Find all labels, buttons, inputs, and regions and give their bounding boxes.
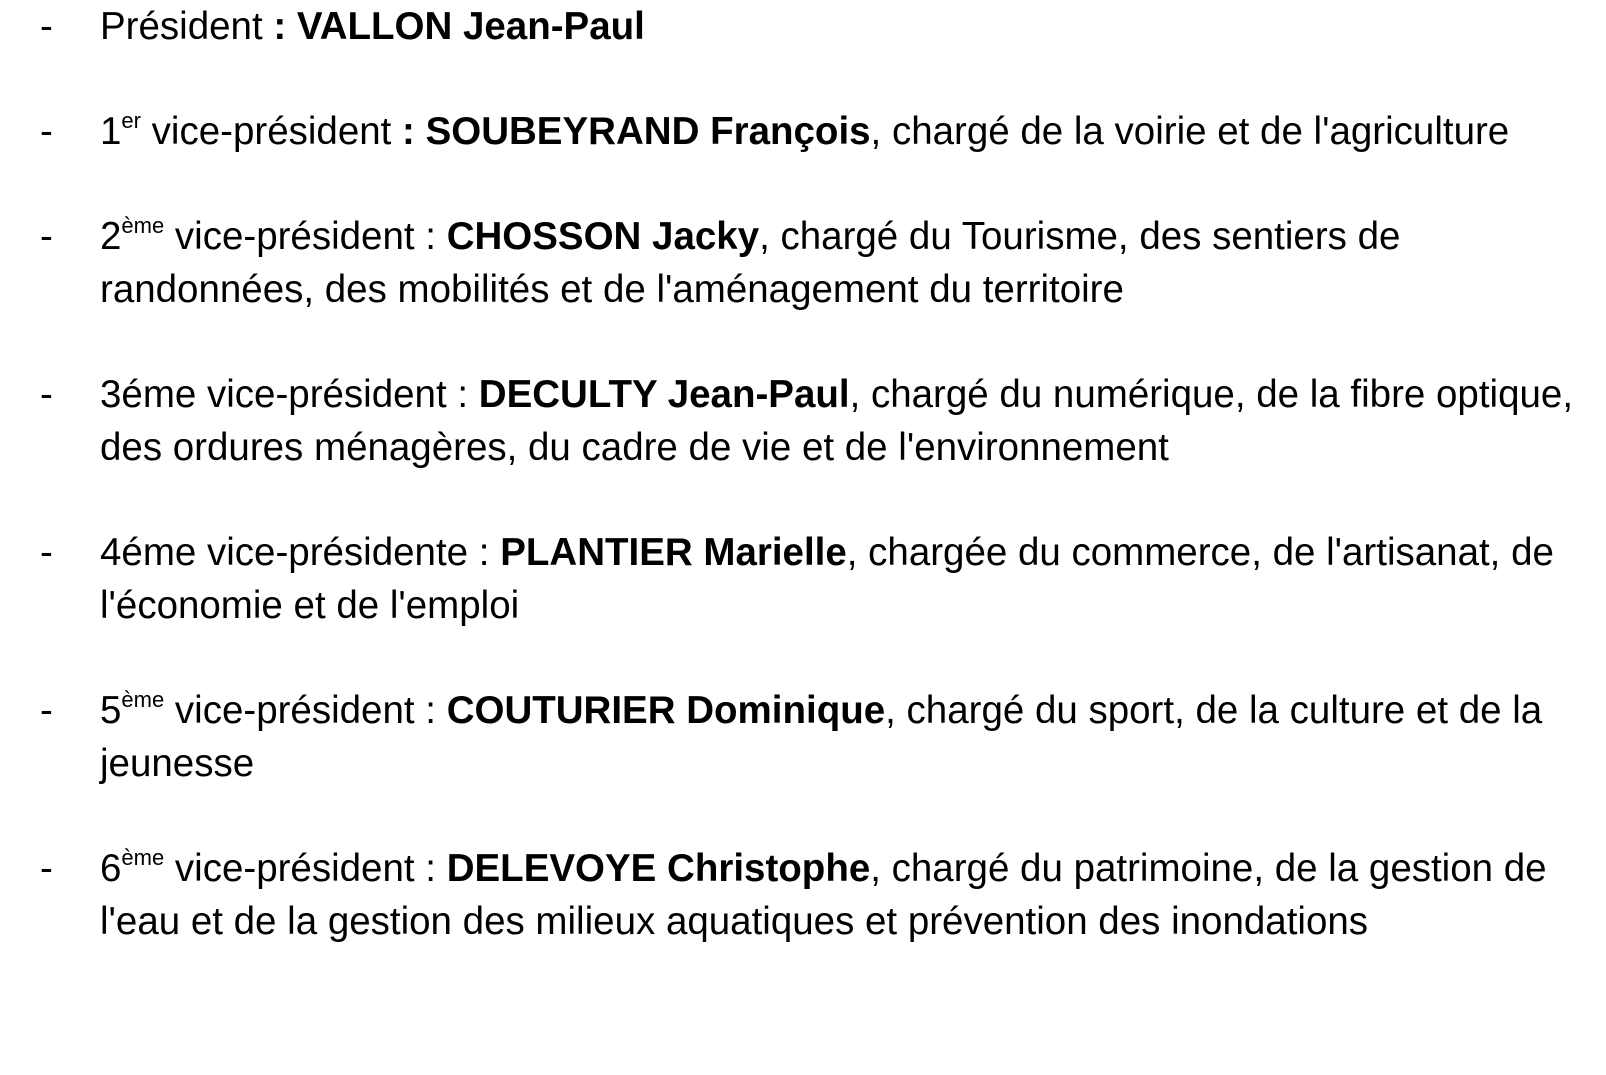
member-rank: 5 bbox=[100, 689, 122, 732]
member-title: vice-président bbox=[164, 215, 415, 258]
member-duties: , chargée du commerce, de l'artisanat, de l'économie et de l'emploi bbox=[100, 531, 1554, 627]
list-dash: - bbox=[40, 689, 53, 732]
member-rank: 4éme vice-présidente bbox=[100, 531, 469, 574]
member-name: DECULTY Jean-Paul bbox=[478, 373, 850, 416]
member-separator: : bbox=[391, 110, 426, 153]
list-item-vp1 bbox=[0, 105, 1606, 158]
member-name: VALLON Jean-Paul bbox=[296, 5, 645, 48]
list-dash: - bbox=[40, 531, 53, 574]
member-title: vice-président bbox=[164, 847, 415, 890]
list-dash: - bbox=[40, 373, 53, 416]
member-rank: 6 bbox=[100, 847, 122, 890]
list-dash: - bbox=[40, 5, 53, 48]
member-separator: : bbox=[414, 689, 447, 732]
member-rank: 1 bbox=[100, 110, 122, 153]
member-name: CHOSSON Jacky bbox=[446, 215, 760, 258]
member-rank: 2 bbox=[100, 215, 122, 258]
rank-ordinal-suffix: er bbox=[121, 108, 141, 134]
member-duties: , chargé du numérique, de la fibre optique, des ordures ménagères, du cadre de vie et de l'environnement bbox=[100, 373, 1574, 469]
list-dash: - bbox=[40, 215, 53, 258]
member-name: PLANTIER Marielle bbox=[500, 531, 847, 574]
member-name: DELEVOYE Christophe bbox=[446, 847, 871, 890]
member-separator: : bbox=[468, 531, 501, 574]
member-name: SOUBEYRAND François bbox=[425, 110, 871, 153]
rank-ordinal-suffix: ème bbox=[121, 213, 165, 239]
member-duties: , chargé du Tourisme, des sentiers de randonnées, des mobilités et de l'aménagement du territoire bbox=[100, 215, 1401, 311]
member-rank: 3éme vice-président bbox=[100, 373, 447, 416]
list-dash: - bbox=[40, 110, 53, 153]
member-duties: , chargé du patrimoine, de la gestion de l'eau et de la gestion des milieux aquatiques et prévention des inondations bbox=[100, 847, 1547, 943]
list-item-president bbox=[0, 0, 1606, 53]
list-item-vp3 bbox=[0, 368, 1606, 474]
member-separator: : bbox=[262, 5, 297, 48]
rank-ordinal-suffix: ème bbox=[121, 845, 165, 871]
member-name: COUTURIER Dominique bbox=[446, 689, 886, 732]
list-dash: - bbox=[40, 847, 53, 890]
member-duties: , chargé du sport, de la culture et de la jeunesse bbox=[100, 689, 1543, 785]
rank-ordinal-suffix: ème bbox=[121, 687, 165, 713]
list-item-vp4 bbox=[0, 526, 1606, 632]
list-item-vp5 bbox=[0, 684, 1606, 790]
member-separator: : bbox=[414, 215, 447, 258]
member-rank: Président bbox=[100, 5, 263, 48]
member-title: vice-président bbox=[164, 689, 415, 732]
member-separator: : bbox=[414, 847, 447, 890]
member-separator: : bbox=[446, 373, 479, 416]
list-item-vp2 bbox=[0, 210, 1606, 316]
member-title: vice-président bbox=[140, 110, 392, 153]
list-item-vp6 bbox=[0, 842, 1606, 948]
member-duties: , chargé de la voirie et de l'agriculture bbox=[870, 110, 1510, 153]
